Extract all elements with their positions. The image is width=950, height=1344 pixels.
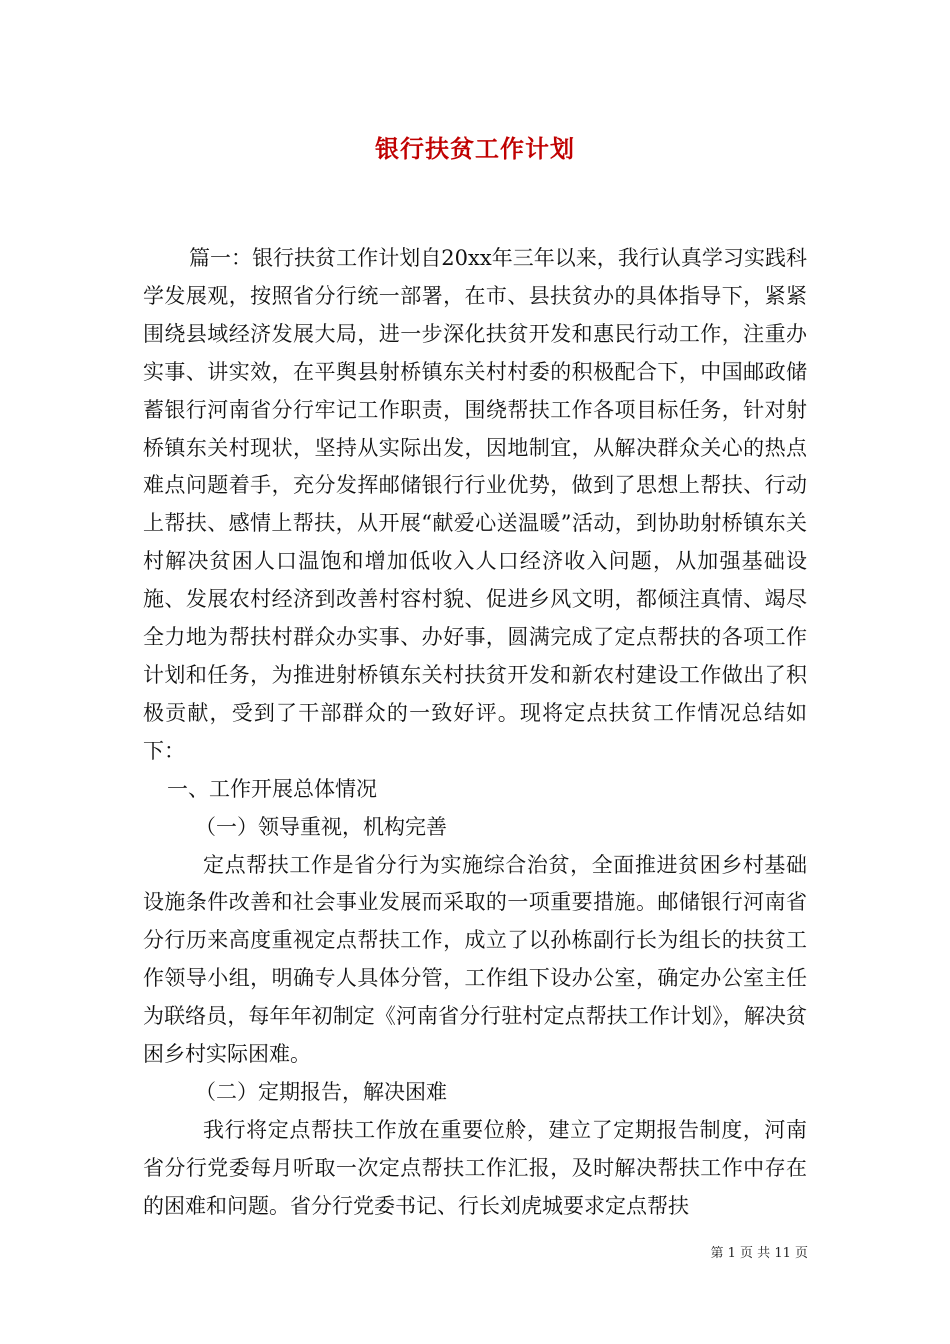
subsection-heading-1: （一）领导重视，机构完善 (195, 814, 447, 839)
paragraph-leadership: 定点帮扶工作是省分行为实施综合治贫，全面推进贫困乡村基础设施条件改善和社会事业发展而采取的一项重要措施。邮储银行河南省分行历来高度重视定点帮扶工作，成立了以孙栋副行长为组长的扶贫工作领导小组，明确专人具体分管，工作组下设办公室，确定办公室主任为联络员，每年年初制定《河南省分行驻村定点帮扶工作计划》，解决贫困乡村实际困难。 (143, 852, 807, 1067)
page-number: 第 1 页 共 11 页 (710, 1246, 808, 1261)
document-body (143, 240, 807, 1226)
document-title: 银行扶贫工作计划 (375, 134, 575, 163)
section-heading-1: 一、工作开展总体情况 (167, 776, 377, 801)
paragraph-reporting: 我行将定点帮扶工作放在重要位舲，建立了定期报告制度，河南省分行党委每月听取一次定点帮扶工作汇报，及时解决帮扶工作中存在的困难和问题。省分行党委书记、行长刘虎城要求定点帮扶 (143, 1117, 807, 1218)
paragraph-intro: 篇一：银行扶贫工作计划自20xx年三年以来，我行认真学习实践科学发展观，按照省分行统一部署，在市、县扶贫办的具体指导下，紧紧围绕县域经济发展大局，进一步深化扶贫开发和惠民行动工作，注重办实事、讲实效，在平舆县射桥镇东关村村委的积极配合下，中国邮政储蓄银行河南省分行牢记工作职责，围绕帮扶工作各项目标任务，针对射桥镇东关村现状，坚持从实际出发，因地制宜，从解决群众关心的热点难点问题着手，充分发挥邮储银行行业优势，做到了思想上帮扶、行动上帮扶、感情上帮扶，从开展“献爱心送温暖”活动，到协助射桥镇东关村解决贫困人口温饱和增加低收入人口经济收入问题，从加强基础设施、发展农村经济到改善村容村貌、促进乡风文明，都倾注真情、竭尽全力地为帮扶村群众办实事、办好事，圆满完成了定点帮扶的各项工作计划和任务，为推进射桥镇东关村扶贫开发和新农村建设工作做出了积极贡献，受到了干部群众的一致好评。现将定点扶贫工作情况总结如下： (143, 246, 807, 763)
subsection-heading-2: （二）定期报告，解决困难 (195, 1079, 447, 1104)
